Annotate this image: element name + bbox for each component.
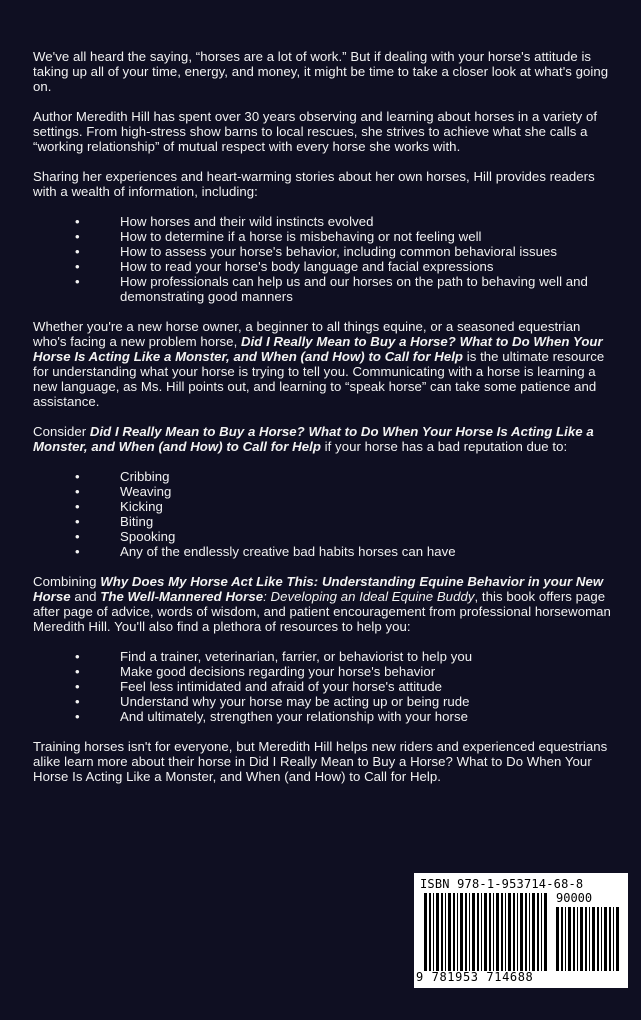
- barcode-bar: [577, 907, 578, 971]
- barcode-bar: [436, 893, 439, 971]
- paragraph-6: [33, 574, 611, 634]
- resources-list: [33, 649, 611, 724]
- barcode-bar: [469, 893, 470, 971]
- text-run: if your horse has a bad reputation due to:: [320, 439, 568, 454]
- barcode-bar: [477, 893, 479, 971]
- barcode-bar: [481, 893, 482, 971]
- closing-paragraph: Training horses isn't for everyone, but Meredith Hill helps new riders and experienced equestrians alike learn more about their horse in Did I Really Mean to Buy a Horse? What to Do When Your Horse Is Acting Like a Monster, and When (and How) to Call for Help.: [33, 739, 608, 784]
- price-barcode-bars: [556, 907, 620, 971]
- barcode-bar: [433, 893, 434, 971]
- list-item: • How to read your horse's body language and facial expressions: [33, 259, 611, 274]
- barcode-bar: [429, 893, 431, 971]
- barcode-bar: [541, 893, 542, 971]
- book-title: Did I Really Mean to Buy a Horse? What to Do When Your Horse Is Acting Like a Monster, and When (and How) to Call for Help: [33, 424, 594, 454]
- barcode-bar: [613, 907, 614, 971]
- barcode-bar: [489, 893, 491, 971]
- bad-habits-list: [33, 469, 611, 559]
- list-item: • Feel less intimidated and afraid of your horse's attitude: [33, 679, 611, 694]
- isbn-text: ISBN 978-1-953714-68-8: [420, 877, 584, 891]
- text-run: Consider: [33, 424, 90, 439]
- list-item: • Spooking: [33, 529, 611, 544]
- barcode-bar: [597, 907, 599, 971]
- barcode-bar: [505, 893, 506, 971]
- barcode-bar: [529, 893, 530, 971]
- barcode-bar: [484, 893, 487, 971]
- barcode-bar: [517, 893, 518, 971]
- barcode-bar: [544, 893, 547, 971]
- price-code: 90000: [556, 891, 593, 905]
- barcode-bar: [501, 893, 503, 971]
- list-item: • How horses and their wild instincts evolved: [33, 214, 611, 229]
- list-item: • And ultimately, strengthen your relationship with your horse: [33, 709, 611, 724]
- barcode-bars: [424, 893, 548, 971]
- barcode-bar: [424, 893, 427, 971]
- list-item: • How to determine if a horse is misbehaving or not feeling well: [33, 229, 611, 244]
- barcode-bar: [532, 893, 535, 971]
- barcode-bar: [585, 907, 587, 971]
- book-title: Did I Really Mean to Buy a Horse? What to Do When Your Horse Is Acting Like a Monster, and When (and How) to Call for Help: [33, 334, 603, 364]
- barcode-bar: [465, 893, 467, 971]
- barcode-bar: [616, 907, 619, 971]
- barcode-bar: [573, 907, 575, 971]
- text-run: Whether you're a new horse owner, a beginner to all things equine, or a seasoned equestrian who's facing a new problem horse,: [33, 319, 581, 349]
- barcode-bar: [580, 907, 583, 971]
- isbn-barcode: [414, 873, 628, 988]
- text-run: and: [70, 589, 101, 604]
- paragraph-5: [33, 424, 611, 454]
- paragraph-4: [33, 319, 611, 409]
- barcode-bar: [604, 907, 607, 971]
- barcode-bar: [448, 893, 451, 971]
- barcode-bar: [601, 907, 602, 971]
- text-run: is the ultimate resource for understanding what your horse is trying to tell you. Communicating with a horse is learning a new language, as Ms. Hill points out, and learning to “speak horse” can take some patience and assistance.: [33, 349, 605, 409]
- book-title: The Well-Mannered Horse: [100, 589, 264, 604]
- barcode-bar: [525, 893, 527, 971]
- barcode-bar: [592, 907, 595, 971]
- barcode-bar: [609, 907, 611, 971]
- list-item: • How professionals can help us and our horses on the path to behaving well and demonstrating good manners: [33, 274, 611, 304]
- blurb: [33, 49, 611, 799]
- book-title: Why Does My Horse Act Like This: Understanding Equine Behavior in your New Horse: [33, 574, 604, 604]
- barcode-bar: [496, 893, 499, 971]
- list-item: • Cribbing: [33, 469, 611, 484]
- barcode-bar: [513, 893, 515, 971]
- barcode-bar: [561, 907, 563, 971]
- ean-digits: 9 781953 714688: [416, 970, 534, 984]
- barcode-bar: [565, 907, 566, 971]
- text-run: Combining: [33, 574, 101, 589]
- text-run: , this book offers page after page of advice, words of wisdom, and patient encouragement from professional horsewoman Meredith Hill. You'll also find a plethora of resources to help you:: [33, 589, 611, 634]
- barcode-bar: [556, 907, 559, 971]
- list-item: • Understand why your horse may be acting up or being rude: [33, 694, 611, 709]
- barcode-bar: [508, 893, 511, 971]
- barcode-bar: [453, 893, 455, 971]
- list-item: • Biting: [33, 514, 611, 529]
- topics-list: [33, 214, 611, 304]
- barcode-bar: [472, 893, 475, 971]
- list-item: • Weaving: [33, 484, 611, 499]
- barcode-bar: [460, 893, 463, 971]
- barcode-bar: [520, 893, 523, 971]
- list-item: • Find a trainer, veterinarian, farrier, or behaviorist to help you: [33, 649, 611, 664]
- intro-paragraph-2: Author Meredith Hill has spent over 30 years observing and learning about horses in a variety of settings. From high-stress show barns to local rescues, she strives to achieve what she calls a “working relationship” of mutual respect with every horse she works with.: [33, 109, 598, 154]
- list-item: • Make good decisions regarding your horse's behavior: [33, 664, 611, 679]
- barcode-bar: [493, 893, 494, 971]
- list-item: • Any of the endlessly creative bad habits horses can have: [33, 544, 611, 559]
- barcode-bar: [568, 907, 571, 971]
- book-subtitle: : Developing an Ideal Equine Buddy: [263, 589, 475, 604]
- list-item: • How to assess your horse's behavior, including common behavioral issues: [33, 244, 611, 259]
- intro-paragraph-3: Sharing her experiences and heart-warming stories about her own horses, Hill provides readers with a wealth of information, including:: [33, 169, 595, 199]
- barcode-bar: [441, 893, 443, 971]
- barcode-bar: [457, 893, 458, 971]
- barcode-bar: [589, 907, 590, 971]
- list-item: • Kicking: [33, 499, 611, 514]
- barcode-bar: [445, 893, 446, 971]
- barcode-bar: [537, 893, 539, 971]
- intro-paragraph-1: We've all heard the saying, “horses are a lot of work.” But if dealing with your horse's attitude is taking up all of your time, energy, and money, it might be time to take a closer look at what's going on.: [33, 49, 609, 94]
